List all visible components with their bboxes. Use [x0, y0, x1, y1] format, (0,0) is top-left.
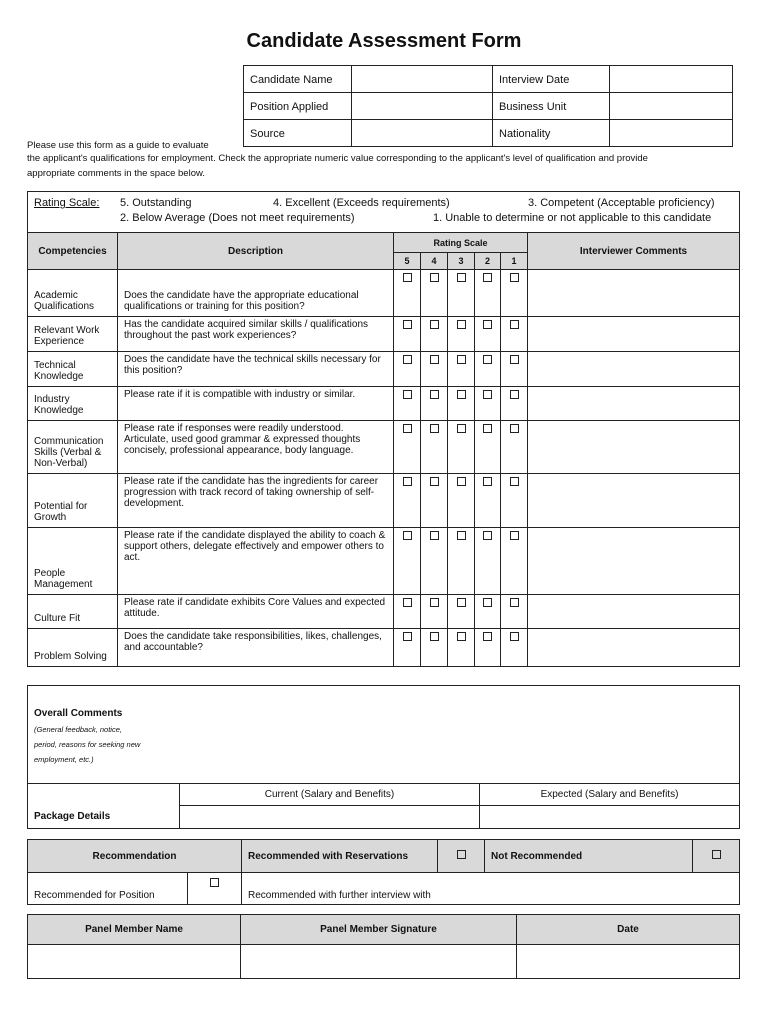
current-salary-header: Current (Salary and Benefits)	[180, 784, 480, 806]
rating-3-checkbox[interactable]	[448, 528, 475, 595]
competency-row	[28, 317, 740, 352]
checkbox-icon	[483, 355, 492, 364]
competency-description: Does the candidate have the technical skills necessary for this position?	[118, 352, 394, 387]
competency-row	[28, 528, 740, 595]
rating-5-checkbox[interactable]	[394, 528, 421, 595]
instructions	[27, 138, 747, 183]
rating-4-checkbox[interactable]	[421, 421, 448, 474]
candidate-name-field[interactable]	[352, 66, 493, 93]
competency-name: Potential for Growth	[28, 474, 118, 528]
overall-comments-table	[27, 685, 740, 829]
recommended-with-reservations-label: Recommended with Reservations	[242, 840, 438, 873]
checkbox-icon	[483, 390, 492, 399]
competency-name: Industry Knowledge	[28, 387, 118, 421]
rating-2-checkbox[interactable]	[475, 387, 501, 421]
rating-3-header: 3	[448, 253, 475, 270]
rating-scale-header: Rating Scale	[394, 233, 528, 253]
interviewer-comment-field[interactable]	[528, 528, 740, 595]
rating-5-checkbox[interactable]	[394, 270, 421, 317]
rating-2-checkbox[interactable]	[475, 629, 501, 667]
checkbox-icon	[457, 531, 466, 540]
rating-5-checkbox[interactable]	[394, 595, 421, 629]
rating-2-checkbox[interactable]	[475, 474, 501, 528]
competency-name: People Management	[28, 528, 118, 595]
overall-comments-hint-1: (General feedback, notice,	[34, 725, 122, 734]
position-applied-field[interactable]	[352, 93, 493, 120]
checkbox-icon	[403, 355, 412, 364]
rating-3-checkbox[interactable]	[448, 387, 475, 421]
interviewer-comment-field[interactable]	[528, 317, 740, 352]
instructions-line-2: the applicant's qualifications for employment. Check the appropriate numeric value corresponding to the applicant's level of qualification and provide	[27, 153, 648, 164]
rating-4-checkbox[interactable]	[421, 528, 448, 595]
rating-1-checkbox[interactable]	[501, 421, 528, 474]
rating-2-checkbox[interactable]	[475, 317, 501, 352]
checkbox-icon	[483, 273, 492, 282]
competency-description: Has the candidate acquired similar skills / qualifications throughout the past work experiences?	[118, 317, 394, 352]
competency-description: Please rate if responses were readily understood. Articulate, used good grammar & expressed thoughts concisely, professional appearance, body language.	[118, 421, 394, 474]
rating-1-checkbox[interactable]	[501, 352, 528, 387]
recommended-for-position-label: Recommended for Position	[28, 873, 188, 905]
checkbox-icon	[403, 531, 412, 540]
rating-3-checkbox[interactable]	[448, 629, 475, 667]
interview-date-label: Interview Date	[493, 66, 610, 93]
checkbox-icon	[510, 320, 519, 329]
checkbox-icon	[403, 320, 412, 329]
rating-scale-label: Rating Scale:	[34, 197, 100, 209]
checkbox-icon	[430, 390, 439, 399]
rating-4-checkbox[interactable]	[421, 270, 448, 317]
interviewer-comment-field[interactable]	[528, 387, 740, 421]
scale-5: 5. Outstanding	[120, 197, 192, 209]
checkbox-icon	[457, 273, 466, 282]
scale-3: 3. Competent (Acceptable proficiency)	[528, 197, 715, 209]
rating-4-checkbox[interactable]	[421, 595, 448, 629]
interview-date-field[interactable]	[610, 66, 733, 93]
recommended-for-position-checkbox[interactable]	[188, 873, 242, 905]
checkbox-icon	[457, 598, 466, 607]
checkbox-icon	[403, 273, 412, 282]
checkbox-icon	[403, 632, 412, 641]
rating-2-checkbox[interactable]	[475, 528, 501, 595]
rating-2-checkbox[interactable]	[475, 270, 501, 317]
competency-description: Please rate if candidate exhibits Core Values and expected attitude.	[118, 595, 394, 629]
rating-5-checkbox[interactable]	[394, 629, 421, 667]
instructions-line-3: appropriate comments in the space below.	[27, 168, 205, 179]
rating-1-checkbox[interactable]	[501, 528, 528, 595]
rating-3-checkbox[interactable]	[448, 474, 475, 528]
recommendation-table	[27, 839, 740, 905]
interviewer-comment-field[interactable]	[528, 474, 740, 528]
checkbox-icon	[403, 424, 412, 433]
checkbox-icon	[403, 390, 412, 399]
checkbox-icon	[483, 424, 492, 433]
checkbox-icon	[430, 424, 439, 433]
rating-1-checkbox[interactable]	[501, 595, 528, 629]
rating-2-checkbox[interactable]	[475, 352, 501, 387]
interviewer-comment-field[interactable]	[528, 629, 740, 667]
source-label: Source	[244, 120, 352, 147]
not-recommended-label: Not Recommended	[485, 840, 693, 873]
competency-name: Problem Solving	[28, 629, 118, 667]
rating-5-checkbox[interactable]	[394, 352, 421, 387]
competency-row	[28, 629, 740, 667]
panel-member-signature-field[interactable]	[241, 945, 517, 979]
rating-1-checkbox[interactable]	[501, 629, 528, 667]
overall-comments-hint-3: employment, etc.)	[34, 755, 94, 764]
panel-member-signature-header: Panel Member Signature	[241, 915, 517, 945]
date-header: Date	[517, 915, 740, 945]
competency-name: Academic Qualifications	[28, 270, 118, 317]
checkbox-icon	[510, 632, 519, 641]
competencies-header: Competencies	[28, 233, 118, 270]
rating-4-checkbox[interactable]	[421, 387, 448, 421]
checkbox-icon	[403, 477, 412, 486]
expected-salary-field[interactable]	[480, 806, 740, 829]
competency-description: Please rate if the candidate displayed the ability to coach & support others, delegate effectively and empower others to act.	[118, 528, 394, 595]
checkbox-icon	[483, 632, 492, 641]
competency-name: Culture Fit	[28, 595, 118, 629]
checkbox-icon	[457, 850, 466, 859]
competency-row	[28, 421, 740, 474]
checkbox-icon	[457, 390, 466, 399]
date-field[interactable]	[517, 945, 740, 979]
checkbox-icon	[510, 598, 519, 607]
competency-row	[28, 387, 740, 421]
not-recommended-checkbox[interactable]	[693, 840, 740, 873]
rating-4-checkbox[interactable]	[421, 474, 448, 528]
checkbox-icon	[510, 273, 519, 282]
competency-name: Relevant Work Experience	[28, 317, 118, 352]
competency-row	[28, 595, 740, 629]
checkbox-icon	[210, 878, 219, 887]
checkbox-icon	[483, 320, 492, 329]
panel-member-name-header: Panel Member Name	[28, 915, 241, 945]
instructions-line-1: Please use this form as a guide to evaluate	[27, 140, 209, 151]
competency-description: Please rate if the candidate has the ingredients for career progression with track record of taking ownership of self-development.	[118, 474, 394, 528]
business-unit-label: Business Unit	[493, 93, 610, 120]
rating-4-header: 4	[421, 253, 448, 270]
panel-member-name-field[interactable]	[28, 945, 241, 979]
interviewer-comment-field[interactable]	[528, 352, 740, 387]
overall-comments-hint-2: period, reasons for seeking new	[34, 740, 141, 749]
competency-row	[28, 352, 740, 387]
recommended-further-interview-label[interactable]: Recommended with further interview with	[242, 873, 740, 905]
description-header: Description	[118, 233, 394, 270]
checkbox-icon	[430, 598, 439, 607]
checkbox-icon	[510, 531, 519, 540]
rating-scale-legend	[28, 192, 740, 233]
interviewer-comment-field[interactable]	[528, 270, 740, 317]
rating-2-checkbox[interactable]	[475, 595, 501, 629]
rating-5-checkbox[interactable]	[394, 317, 421, 352]
rating-3-checkbox[interactable]	[448, 421, 475, 474]
checkbox-icon	[430, 531, 439, 540]
scale-2: 2. Below Average (Does not meet requirements)	[120, 212, 355, 224]
competency-row	[28, 270, 740, 317]
rating-3-checkbox[interactable]	[448, 270, 475, 317]
rating-4-checkbox[interactable]	[421, 352, 448, 387]
competency-name: Technical Knowledge	[28, 352, 118, 387]
checkbox-icon	[483, 598, 492, 607]
page-title: Candidate Assessment Form	[246, 30, 522, 52]
competency-description: Does the candidate have the appropriate educational qualifications or training for this position?	[118, 270, 394, 317]
interviewer-comment-field[interactable]	[528, 595, 740, 629]
recommended-with-reservations-checkbox[interactable]	[438, 840, 485, 873]
checkbox-icon	[510, 390, 519, 399]
current-salary-field[interactable]	[180, 806, 480, 829]
competency-description: Does the candidate take responsibilities, likes, challenges, and accountable?	[118, 629, 394, 667]
competency-description: Please rate if it is compatible with industry or similar.	[118, 387, 394, 421]
rating-4-checkbox[interactable]	[421, 629, 448, 667]
candidate-name-label: Candidate Name	[244, 66, 352, 93]
checkbox-icon	[403, 598, 412, 607]
rating-1-checkbox[interactable]	[501, 317, 528, 352]
competency-name: Communication Skills (Verbal & Non-Verbal)	[28, 421, 118, 474]
rating-1-checkbox[interactable]	[501, 474, 528, 528]
nationality-label: Nationality	[493, 120, 610, 147]
rating-3-checkbox[interactable]	[448, 352, 475, 387]
checkbox-icon	[430, 273, 439, 282]
overall-comments-label: Overall Comments	[34, 708, 123, 719]
checkbox-icon	[457, 424, 466, 433]
candidate-info-table	[243, 65, 733, 147]
checkbox-icon	[483, 531, 492, 540]
rating-1-checkbox[interactable]	[501, 387, 528, 421]
checkbox-icon	[457, 320, 466, 329]
checkbox-icon	[457, 632, 466, 641]
recommendation-label: Recommendation	[28, 840, 242, 873]
scale-4: 4. Excellent (Exceeds requirements)	[273, 197, 450, 209]
rating-3-checkbox[interactable]	[448, 317, 475, 352]
business-unit-field[interactable]	[610, 93, 733, 120]
panel-members-table	[27, 914, 740, 979]
interviewer-comment-field[interactable]	[528, 421, 740, 474]
checkbox-icon	[712, 850, 721, 859]
checkbox-icon	[430, 632, 439, 641]
rating-5-header: 5	[394, 253, 421, 270]
competency-row	[28, 474, 740, 528]
rating-5-checkbox[interactable]	[394, 421, 421, 474]
package-details-label: Package Details	[28, 784, 180, 829]
expected-salary-header: Expected (Salary and Benefits)	[480, 784, 740, 806]
scale-1: 1. Unable to determine or not applicable to this candidate	[433, 212, 712, 224]
rating-1-checkbox[interactable]	[501, 270, 528, 317]
interviewer-comments-header: Interviewer Comments	[528, 233, 740, 270]
rating-3-checkbox[interactable]	[448, 595, 475, 629]
checkbox-icon	[430, 477, 439, 486]
position-applied-label: Position Applied	[244, 93, 352, 120]
rating-2-checkbox[interactable]	[475, 421, 501, 474]
rating-2-header: 2	[475, 253, 501, 270]
rating-4-checkbox[interactable]	[421, 317, 448, 352]
checkbox-icon	[510, 424, 519, 433]
checkbox-icon	[510, 477, 519, 486]
rating-5-checkbox[interactable]	[394, 387, 421, 421]
checkbox-icon	[430, 355, 439, 364]
rating-1-header: 1	[501, 253, 528, 270]
checkbox-icon	[483, 477, 492, 486]
overall-comments-cell[interactable]	[28, 686, 740, 784]
assessment-table	[27, 191, 740, 667]
checkbox-icon	[430, 320, 439, 329]
checkbox-icon	[510, 355, 519, 364]
checkbox-icon	[457, 477, 466, 486]
checkbox-icon	[457, 355, 466, 364]
rating-5-checkbox[interactable]	[394, 474, 421, 528]
